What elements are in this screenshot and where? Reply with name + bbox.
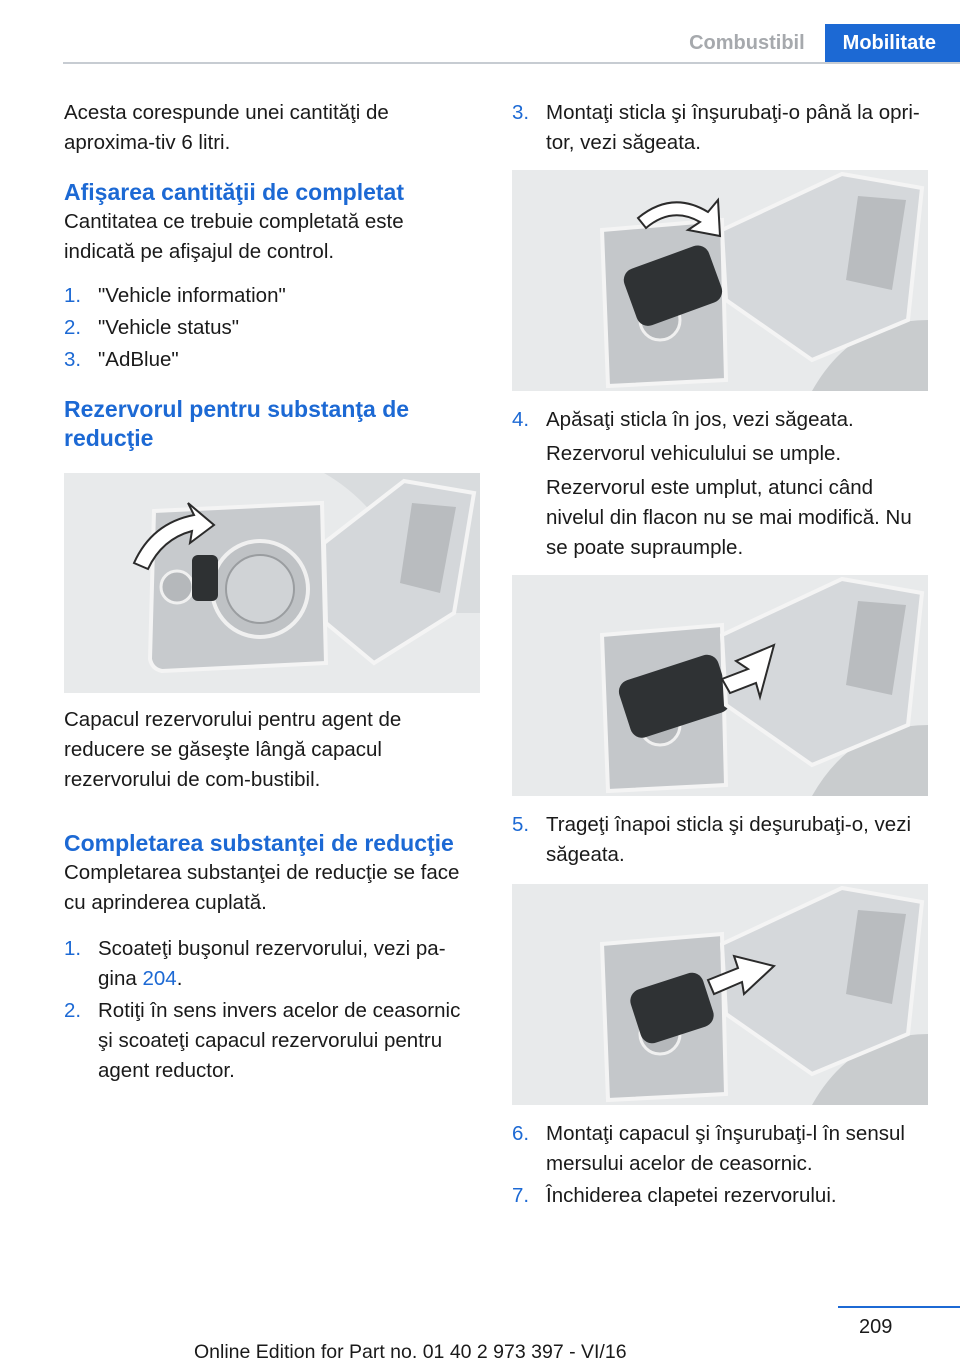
step4-note-full: Rezervorul este umplut, atunci când nivelul din flacon nu se mai modifică. Nu se poate supraumple. [546,476,912,559]
step4-note-fill: Rezervorul vehiculului se umple. [546,442,842,465]
refill-paragraph: Completarea substanţei de reducţie se face cu aprinderea cuplată. [64,861,460,914]
steps-list-continued [512,98,927,158]
refill-steps-list [64,934,479,1086]
header-divider [63,62,960,64]
steps-list-continued [512,405,927,563]
tab-mobility[interactable]: Mobilitate [825,24,960,62]
list-item: 3. Montaţi sticla şi înşurubaţi-o până la opri‐tor, vezi săgeata. [512,101,920,154]
list-item: 2. Rotiţi în sens invers acelor de ceasornic şi scoateţi capacul rezervorului pentru agent reductor. [64,999,461,1082]
intro-paragraph: Acesta corespunde unei cantităţi de aproxima‐tiv 6 litri. [64,101,389,154]
list-item: 2. "Vehicle status" [64,316,240,339]
right-column [512,98,927,1211]
list-item: 7. Închiderea clapetei rezervorului. [512,1184,837,1207]
left-column [64,98,479,1086]
steps-list-continued [512,810,927,870]
list-item: 1. Scoateţi buşonul rezervorului, vezi pa‐gina 204. [64,937,446,990]
list-item: 5. Trageţi înapoi sticla şi deşurubaţi-o, vezi săgeata. [512,813,911,866]
display-steps-list [64,281,479,375]
list-item: 3. "AdBlue" [64,348,179,371]
list-item: 1. "Vehicle information" [64,284,286,307]
heading-display-quantity: Afişarea cantităţii de completat [64,179,404,205]
page-link-204[interactable]: 204 [142,967,177,990]
bottle-screw-in-illustration [512,170,928,391]
footer-divider [838,1306,960,1308]
bottle-pull-back-illustration [512,884,928,1105]
tank-cap-illustration [64,473,480,693]
page-number: 209 [859,1316,893,1338]
tank-caption: Capacul rezervorului pentru agent de reducere se găseşte lângă capacul rezervorului de com‐bustibil. [64,708,402,791]
heading-reductant-tank: Rezervorul pentru substanţa de reducţie [64,396,410,451]
steps-list-continued [512,1119,927,1211]
list-item: 6. Montaţi capacul şi înşurubaţi-l în sensul mersului acelor de ceasornic. [512,1122,905,1175]
header-tabs [669,24,960,62]
display-paragraph: Cantitatea ce trebuie completată este indicată pe afişajul de control. [64,210,404,263]
tab-fuel[interactable]: Combustibil [669,24,825,62]
edition-text: Online Edition for Part no. 01 40 2 973 397 - VI/16 [194,1341,627,1363]
heading-refill: Completarea substanţei de reducţie [64,830,454,856]
bottle-press-illustration [512,575,928,796]
list-item: 4. Apăsaţi sticla în jos, vezi săgeata. Rezervorul vehiculului se umple. Rezervorul este umplut, atunci când nivelul din flacon nu se mai modifică. Nu se poate supraumple. [512,405,927,563]
